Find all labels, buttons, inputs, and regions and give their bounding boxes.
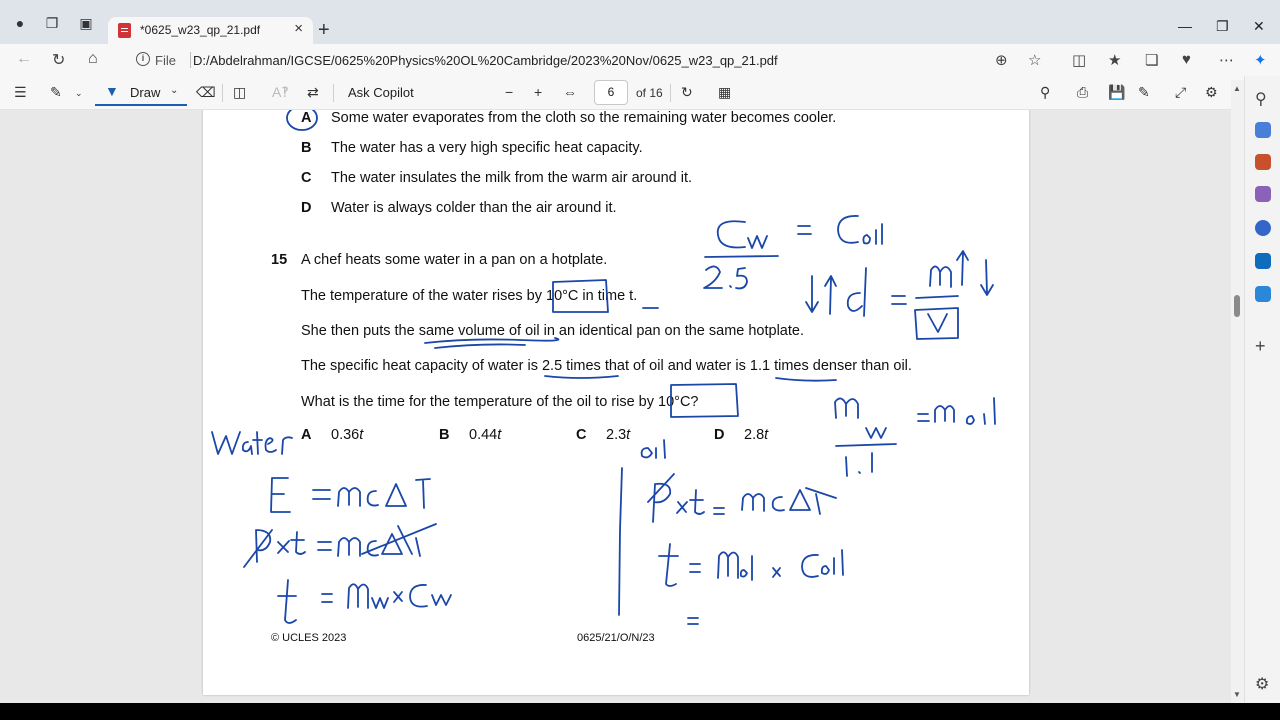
scroll-thumb[interactable] — [1234, 295, 1240, 317]
pdf-toolbar — [0, 76, 1280, 110]
question-line-3: She then puts the same volume of oil in an identical pan on the same hotplate. — [301, 323, 804, 339]
microsoft-365-icon[interactable] — [1255, 220, 1271, 236]
prev-option-text-c: The water insulates the milk from the warm air around it. — [331, 170, 693, 186]
prev-option-text-b: The water has a very high specific heat capacity. — [331, 140, 643, 156]
copilot-icon[interactable]: ✦ — [1254, 52, 1267, 69]
answer-letter-c: C — [576, 427, 587, 443]
translate-icon[interactable]: ⇄ — [307, 84, 319, 100]
close-tab-icon[interactable]: × — [294, 20, 303, 37]
tab-pdf[interactable] — [108, 17, 313, 45]
page-number-input[interactable]: 6 — [594, 80, 628, 105]
question-number: 15 — [271, 252, 288, 268]
question-line-5: What is the time for the temperature of the oil to rise by 10°C? — [301, 394, 699, 410]
eraser-icon[interactable]: ⌫ — [196, 84, 216, 100]
prev-option-letter-a: A — [301, 110, 312, 126]
draw-label: Draw — [130, 85, 161, 100]
footer-paper-code: 0625/21/O/N/23 — [577, 632, 655, 644]
scroll-up-icon[interactable]: ▲ — [1233, 84, 1241, 93]
question-line-1: A chef heats some water in a pan on a hotplate. — [301, 252, 608, 268]
toolbar-divider — [333, 84, 334, 102]
page-view-icon[interactable]: ▦ — [718, 84, 732, 100]
draw-button[interactable] — [95, 79, 187, 106]
answer-letter-d: D — [714, 427, 725, 443]
file-scheme-label: File — [155, 53, 176, 68]
restore-icon[interactable]: ❐ — [1216, 18, 1229, 34]
ask-copilot-button[interactable]: Ask Copilot — [348, 85, 414, 100]
print-icon[interactable]: ⎙ — [1077, 84, 1089, 100]
home-icon[interactable]: ⌂ — [88, 50, 98, 67]
new-tab-button[interactable]: + — [318, 19, 330, 41]
more-menu-icon[interactable]: ⋯ — [1219, 52, 1234, 69]
scroll-down-icon[interactable]: ▼ — [1233, 690, 1241, 699]
add-sidebar-app-icon[interactable]: + — [1255, 336, 1266, 356]
answer-letter-a: A — [301, 427, 312, 443]
question-line-2: The temperature of the water rises by 10°C in time t. — [301, 288, 638, 304]
close-window-icon[interactable]: ✕ — [1253, 18, 1265, 34]
back-icon[interactable]: ← — [16, 50, 32, 67]
zoom-in-icon[interactable]: + — [534, 84, 543, 100]
toolbar-divider — [222, 84, 223, 102]
profile-icon[interactable]: ● — [15, 15, 25, 31]
favorite-star-icon[interactable]: ☆ — [1028, 52, 1042, 69]
pdf-viewer[interactable] — [0, 110, 1244, 703]
add-text-icon[interactable]: ◫ — [233, 84, 247, 100]
drop-icon[interactable] — [1255, 286, 1271, 302]
outlook-icon[interactable] — [1255, 253, 1271, 269]
search-icon[interactable]: ⚲ — [1040, 84, 1051, 100]
toolbar-divider — [670, 84, 671, 102]
answer-value-d: 2.8t — [744, 427, 769, 443]
save-as-icon[interactable]: ✎ — [1138, 84, 1150, 100]
favorites-icon[interactable]: ★ — [1108, 52, 1122, 69]
tools-icon[interactable] — [1255, 154, 1271, 170]
title-bar — [0, 0, 1280, 44]
games-icon[interactable] — [1255, 186, 1271, 202]
zoom-out-icon[interactable]: − — [505, 84, 514, 100]
browser-essentials-icon[interactable]: ♥ — [1182, 51, 1191, 68]
footer-copyright: © UCLES 2023 — [271, 632, 347, 644]
address-divider — [190, 52, 191, 68]
rotate-icon[interactable]: ↻ — [681, 84, 693, 100]
edge-sidebar — [1244, 76, 1280, 703]
answer-letter-b: B — [439, 427, 450, 443]
prev-option-letter-b: B — [301, 140, 312, 156]
split-screen-icon[interactable]: ◫ — [1072, 52, 1087, 69]
prev-option-letter-c: C — [301, 170, 312, 186]
settings-icon[interactable]: ⚙ — [1205, 84, 1218, 100]
tab-title: *0625_w23_qp_21.pdf — [140, 23, 261, 37]
zoom-icon[interactable]: ⊕ — [995, 52, 1008, 69]
pen-icon: ▼ — [105, 83, 119, 99]
workspaces-icon[interactable]: ❐ — [45, 15, 59, 31]
save-icon[interactable]: 💾 — [1108, 84, 1126, 100]
pdf-file-icon — [118, 23, 131, 38]
draw-chevron-icon[interactable]: ⌄ — [170, 85, 179, 96]
minimize-icon[interactable]: — — [1178, 18, 1192, 34]
read-aloud-icon[interactable]: A‽ — [272, 84, 289, 100]
answer-value-c: 2.3t — [606, 427, 631, 443]
sidebar-settings-icon[interactable]: ⚙ — [1255, 676, 1270, 693]
shopping-icon[interactable] — [1255, 122, 1271, 138]
answer-value-a: 0.36t — [331, 427, 364, 443]
prev-option-letter-d: D — [301, 200, 312, 216]
address-bar[interactable] — [130, 46, 1055, 74]
bottom-bar — [0, 703, 1280, 720]
prev-option-text-a: Some water evaporates from the cloth so the remaining water becomes cooler. — [331, 110, 837, 126]
contents-icon[interactable]: ☰ — [14, 84, 27, 100]
vertical-scrollbar[interactable] — [1231, 80, 1244, 703]
fit-page-icon[interactable]: ⇔ — [563, 84, 577, 100]
search-sidebar-icon[interactable]: ⚲ — [1255, 91, 1267, 108]
refresh-icon[interactable]: ↻ — [52, 52, 66, 69]
page-count: of 16 — [636, 86, 663, 100]
tab-actions-icon[interactable]: ▣ — [79, 15, 93, 31]
info-icon[interactable]: i — [136, 52, 150, 66]
question-line-4: The specific heat capacity of water is 2.5 times that of oil and water is 1.1 times denser than oil. — [301, 358, 912, 374]
highlight-icon[interactable]: ✎ — [50, 84, 62, 100]
collections-icon[interactable]: ❏ — [1145, 52, 1159, 69]
url-text[interactable]: D:/Abdelrahman/IGCSE/0625%20Physics%20OL%20Cambridge/2023%20Nov/0625_w23_qp_21.pdf — [193, 53, 778, 68]
answer-value-b: 0.44t — [469, 427, 502, 443]
address-bar-row — [0, 44, 1280, 76]
fullscreen-icon[interactable]: ⤢ — [1175, 84, 1187, 100]
highlight-chevron-icon[interactable]: ⌄ — [75, 88, 83, 98]
prev-option-text-d: Water is always colder than the air around it. — [331, 200, 617, 216]
pdf-page — [203, 110, 1029, 695]
